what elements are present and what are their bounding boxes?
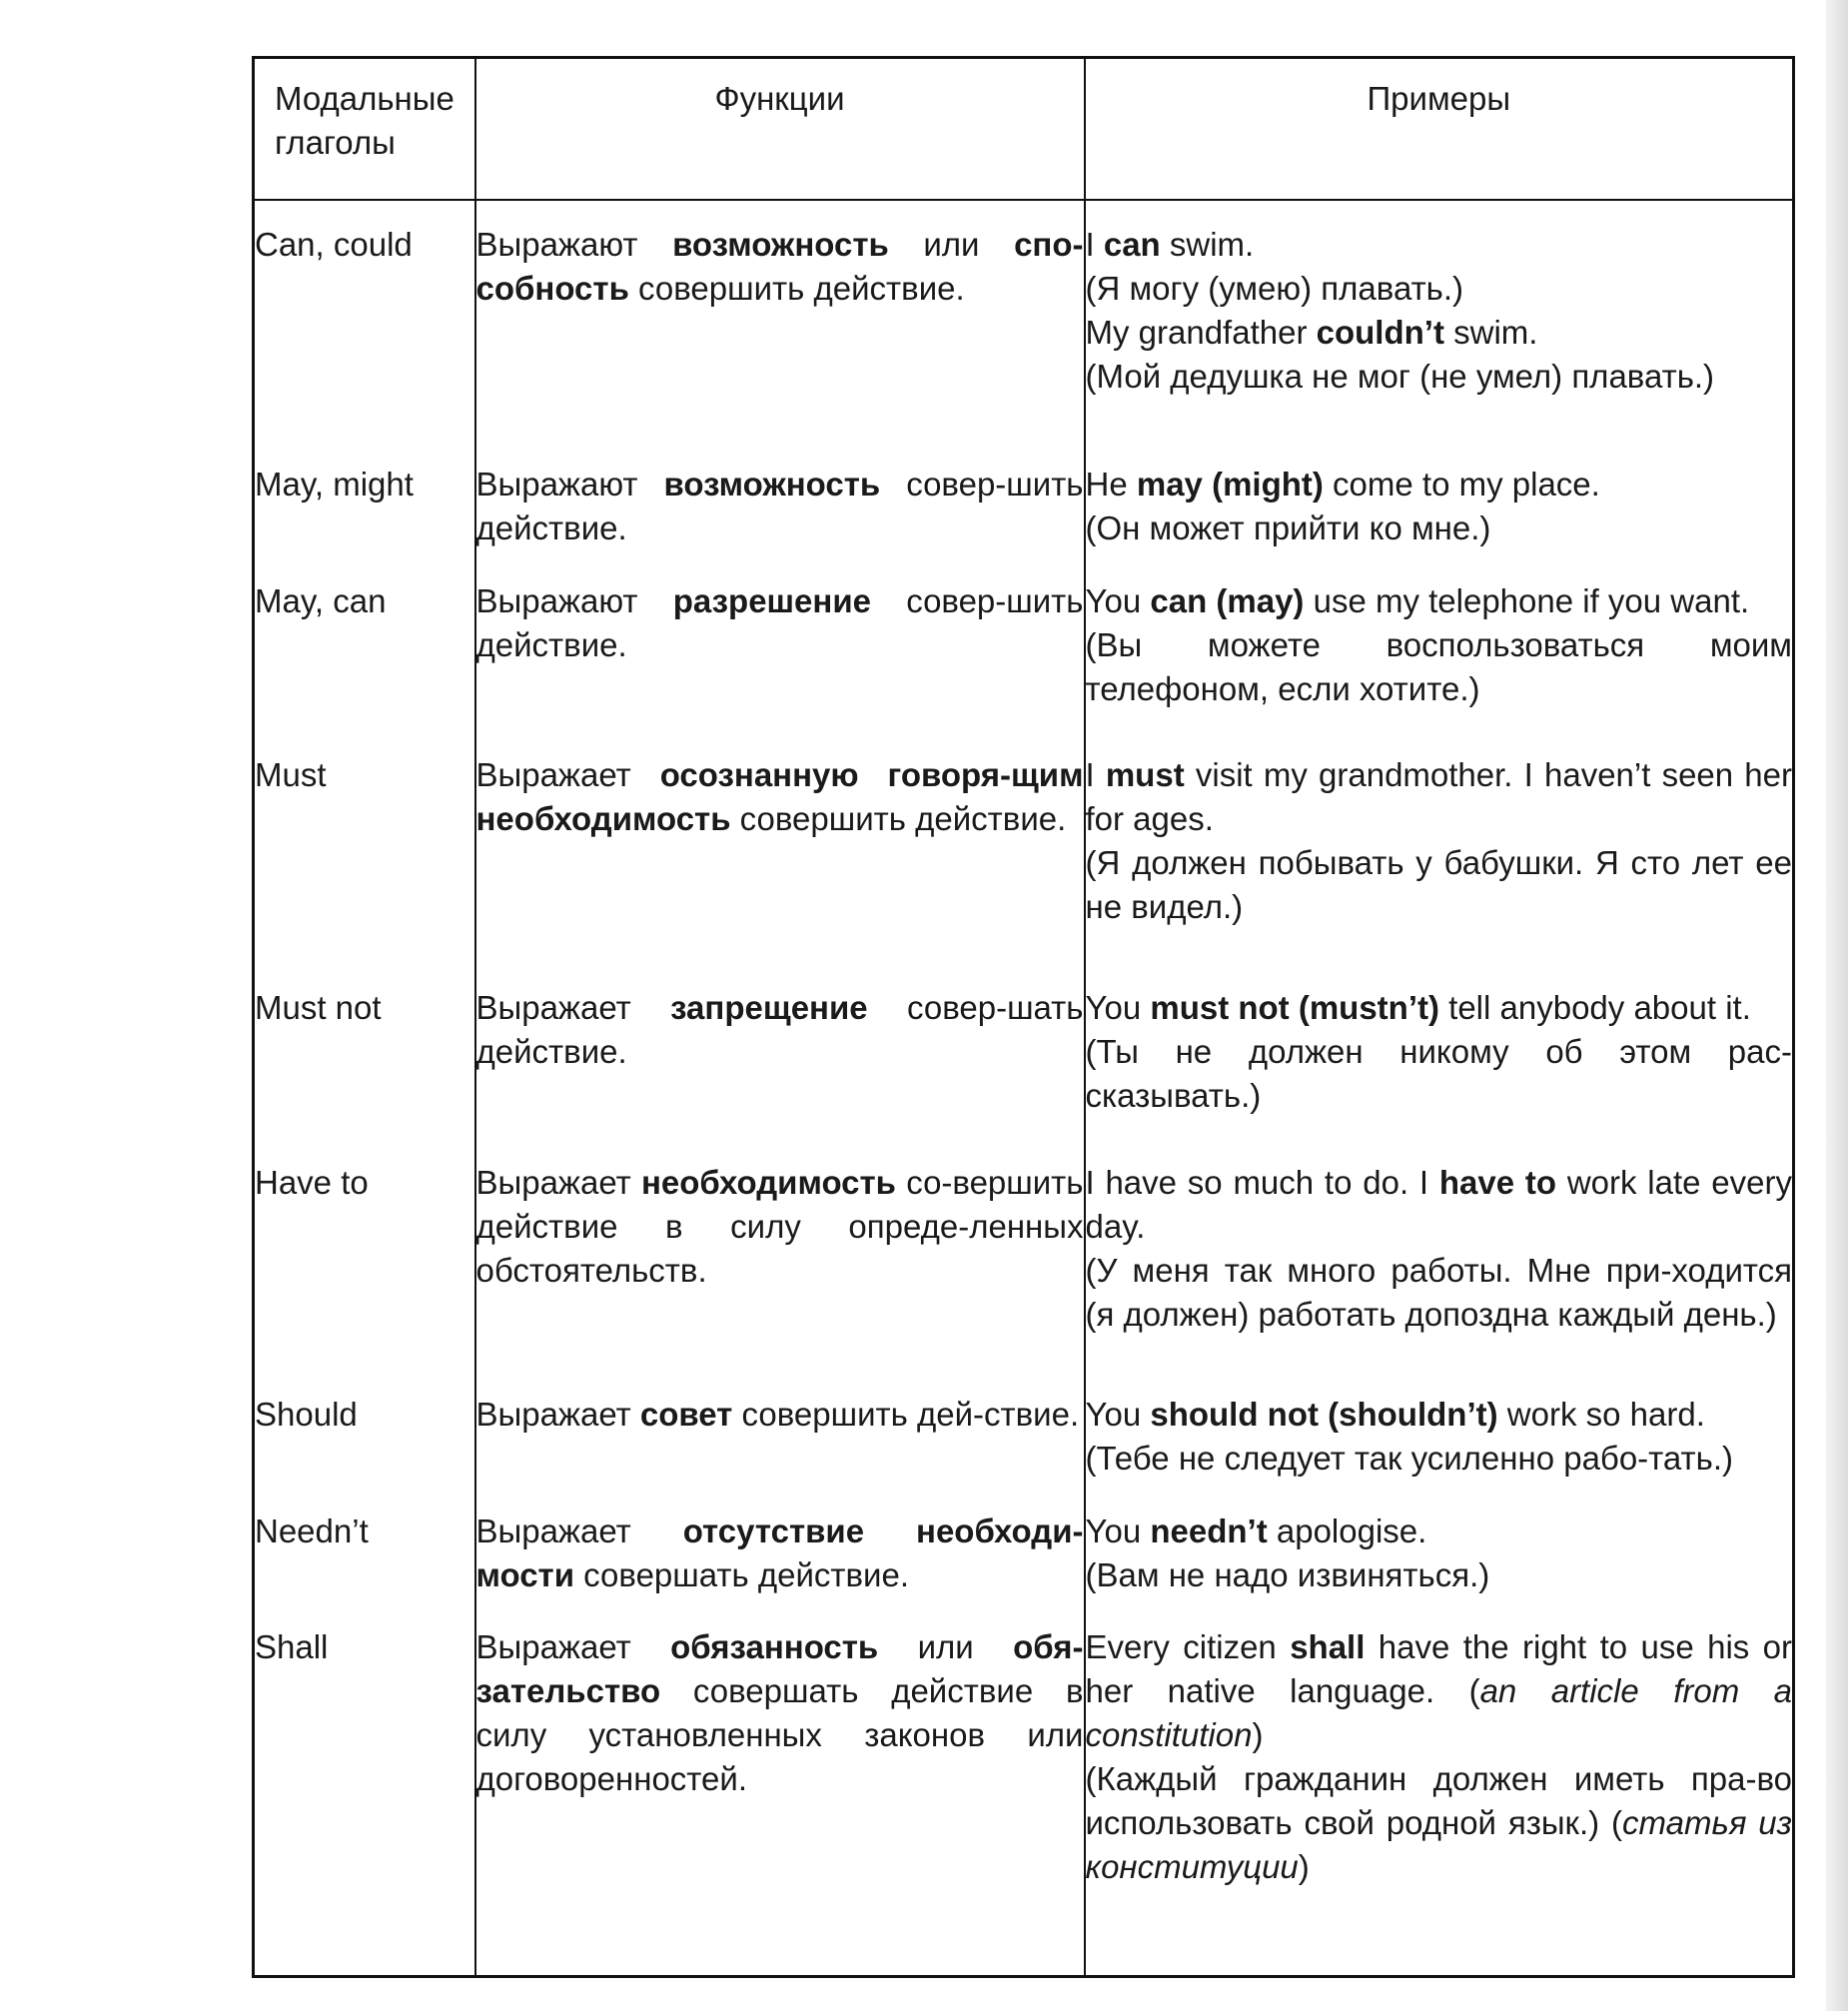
function-cell xyxy=(475,1393,1085,1508)
example-line xyxy=(1086,1437,1793,1481)
table-row xyxy=(254,200,1794,463)
text-span: I xyxy=(1085,226,1104,263)
table-row xyxy=(254,1625,1794,1976)
text-span: совер-шить действие. xyxy=(475,581,1084,663)
example-line xyxy=(1086,623,1793,711)
modal-verb-cell: Needn’t xyxy=(254,1509,475,1625)
example-line xyxy=(1086,355,1793,399)
text-span: совер-шить действие. xyxy=(475,466,1084,547)
text-span: visit my grandmother. I haven’t seen her for ages. xyxy=(1085,756,1792,838)
text-span: Every citizen xyxy=(1085,1628,1291,1666)
modal-verb-cell: May, can xyxy=(254,579,475,754)
text-span: (Вам не надо извиняться.) xyxy=(1085,1555,1490,1593)
italic-text: статья из конституции xyxy=(1085,1804,1792,1886)
text-span: You xyxy=(1085,989,1151,1027)
example-cell xyxy=(1085,1625,1794,1976)
text-span: (Я должен побывать у бабушки. Я сто лет ее не видел.) xyxy=(1085,844,1792,926)
text-span: совершить дей-ствие. xyxy=(732,1396,1080,1434)
bold-text: обязанность xyxy=(670,1628,879,1666)
example-line xyxy=(1086,1553,1793,1597)
text-span: come to my place. xyxy=(1323,466,1600,503)
bold-text: may (might) xyxy=(1136,466,1324,503)
example-line xyxy=(1086,1249,1793,1337)
header-modal-verbs: Модальные глаголы xyxy=(254,58,475,201)
text-span: (Мой дедушка не мог (не умел) плавать.) xyxy=(1085,358,1715,395)
text-span: have the right to use his or her native language. ( xyxy=(1085,1628,1793,1710)
example-cell xyxy=(1085,753,1794,986)
table-row xyxy=(254,579,1794,754)
modal-verb-cell: May, might xyxy=(254,463,475,578)
text-span: You xyxy=(1085,581,1151,619)
text-span: совершить действие. xyxy=(730,800,1067,838)
bold-text: разрешение xyxy=(672,581,871,619)
bold-text: необходимость xyxy=(640,1163,896,1201)
modal-verb-cell: Should xyxy=(254,1393,475,1508)
text-span: ) xyxy=(1252,1716,1264,1754)
example-line xyxy=(1086,311,1793,355)
example-line xyxy=(1086,1030,1793,1118)
function-cell xyxy=(475,579,1085,754)
table-body xyxy=(254,200,1794,1977)
example-line xyxy=(1086,579,1793,623)
table-row xyxy=(254,1161,1794,1394)
modal-verb-cell: Can, could xyxy=(254,200,475,463)
text-span: My grandfather xyxy=(1085,314,1317,351)
text-span: Выражает xyxy=(475,1396,640,1434)
example-cell xyxy=(1085,1509,1794,1625)
text-span: (Тебе не следует так усиленно рабо-тать.) xyxy=(1085,1440,1734,1478)
bold-text: возможность xyxy=(663,466,881,503)
text-span: swim. xyxy=(1443,314,1538,351)
text-span: или xyxy=(878,1628,1014,1666)
text-span: I have so much to do. I xyxy=(1085,1163,1439,1201)
example-cell xyxy=(1085,1161,1794,1394)
table-row xyxy=(254,1393,1794,1508)
bold-text: отсутствие необходи-мости xyxy=(475,1511,1084,1593)
text-span: apologise. xyxy=(1267,1511,1427,1549)
function-cell xyxy=(475,200,1085,463)
example-line xyxy=(1086,1625,1793,1757)
text-span: tell anybody about it. xyxy=(1438,989,1751,1027)
header-examples: Примеры xyxy=(1085,58,1794,201)
text-span: совершить действие. xyxy=(628,270,965,307)
bold-text: can xyxy=(1103,226,1161,263)
text-span: совершать действие в силу установленных законов или договоренностей. xyxy=(475,1672,1084,1798)
text-span: Выражает xyxy=(475,1511,683,1549)
page-edge-shadow xyxy=(1826,0,1848,2011)
example-cell xyxy=(1085,1393,1794,1508)
bold-text: couldn’t xyxy=(1316,314,1444,351)
text-span: со-вершить действие в силу опреде-ленных обстоятельств. xyxy=(475,1163,1084,1289)
text-span: совер-шать действие. xyxy=(475,989,1084,1071)
modal-verb-cell: Must not xyxy=(254,986,475,1161)
function-cell xyxy=(475,1509,1085,1625)
function-cell xyxy=(475,1161,1085,1394)
text-span: ) xyxy=(1298,1848,1310,1886)
modal-verb-cell: Shall xyxy=(254,1625,475,1976)
example-line xyxy=(1086,753,1793,841)
example-line xyxy=(1086,986,1793,1030)
table-row xyxy=(254,753,1794,986)
example-line xyxy=(1086,463,1793,506)
example-cell xyxy=(1085,579,1794,754)
bold-text: needn’t xyxy=(1150,1511,1268,1549)
table-row xyxy=(254,1509,1794,1625)
table-header xyxy=(254,58,1794,201)
function-cell xyxy=(475,463,1085,578)
text-span: Выражает xyxy=(475,756,660,794)
text-span: совершать действие. xyxy=(574,1555,909,1593)
example-line xyxy=(1086,841,1793,929)
table-row xyxy=(254,463,1794,578)
bold-text: осознанную говоря-щим необходимость xyxy=(475,756,1084,838)
modal-verb-cell: Must xyxy=(254,753,475,986)
modal-verbs-table xyxy=(252,56,1795,1978)
text-span: (Вы можете воспользоваться моим телефоном, если хотите.) xyxy=(1085,625,1792,707)
bold-text: совет xyxy=(639,1396,733,1434)
text-span: Выражает xyxy=(475,1163,641,1201)
text-span: He xyxy=(1085,466,1137,503)
example-line xyxy=(1086,1509,1793,1553)
bold-text: обя-зательство xyxy=(475,1628,1084,1710)
example-line xyxy=(1086,1393,1793,1437)
function-cell xyxy=(475,753,1085,986)
example-cell xyxy=(1085,986,1794,1161)
table-row xyxy=(254,986,1794,1161)
text-span: You xyxy=(1085,1511,1151,1549)
text-span: You xyxy=(1085,1396,1151,1434)
example-line xyxy=(1086,1757,1793,1889)
example-line xyxy=(1086,1161,1793,1249)
function-cell xyxy=(475,1625,1085,1976)
bold-text: спо-собность xyxy=(475,226,1084,307)
example-line xyxy=(1086,506,1793,550)
header-row xyxy=(254,58,1794,201)
bold-text: must xyxy=(1105,756,1185,794)
text-span: swim. xyxy=(1160,226,1255,263)
function-cell xyxy=(475,986,1085,1161)
text-span: Выражает xyxy=(475,1628,671,1666)
modal-verb-cell: Have to xyxy=(254,1161,475,1394)
bold-text: have to xyxy=(1438,1163,1557,1201)
text-span: Выражают xyxy=(475,466,664,503)
text-span: или xyxy=(888,226,1015,263)
bold-text: can (may) xyxy=(1150,581,1305,619)
example-line xyxy=(1086,267,1793,311)
text-span: (У меня так много работы. Мне при-ходится (я должен) работать допоздна каждый день.) xyxy=(1085,1251,1792,1333)
text-span: (Он может прийти ко мне.) xyxy=(1085,509,1491,547)
text-span: work so hard. xyxy=(1497,1396,1705,1434)
bold-text: should not (shouldn’t) xyxy=(1150,1396,1498,1434)
text-span: work late every day. xyxy=(1085,1163,1792,1245)
text-span: Выражают xyxy=(475,581,673,619)
text-span: I xyxy=(1085,756,1106,794)
text-span: Выражает xyxy=(475,989,671,1027)
header-functions: Функции xyxy=(475,58,1085,201)
text-span: Выражают xyxy=(475,226,673,263)
text-span: use my telephone if you want. xyxy=(1304,581,1750,619)
example-cell xyxy=(1085,463,1794,578)
example-cell xyxy=(1085,200,1794,463)
bold-text: shall xyxy=(1290,1628,1366,1666)
bold-text: запрещение xyxy=(670,989,868,1027)
bold-text: возможность xyxy=(672,226,889,263)
text-span: (Ты не должен никому об этом рас-сказывать.) xyxy=(1085,1033,1792,1115)
example-line xyxy=(1086,223,1793,267)
text-span: (Я могу (умею) плавать.) xyxy=(1085,270,1464,307)
text-span: (Каждый гражданин должен иметь пра-во использовать свой родной язык.) ( xyxy=(1085,1760,1792,1842)
bold-text: must not (mustn’t) xyxy=(1150,989,1439,1027)
italic-text: an article from a constitution xyxy=(1085,1672,1792,1754)
